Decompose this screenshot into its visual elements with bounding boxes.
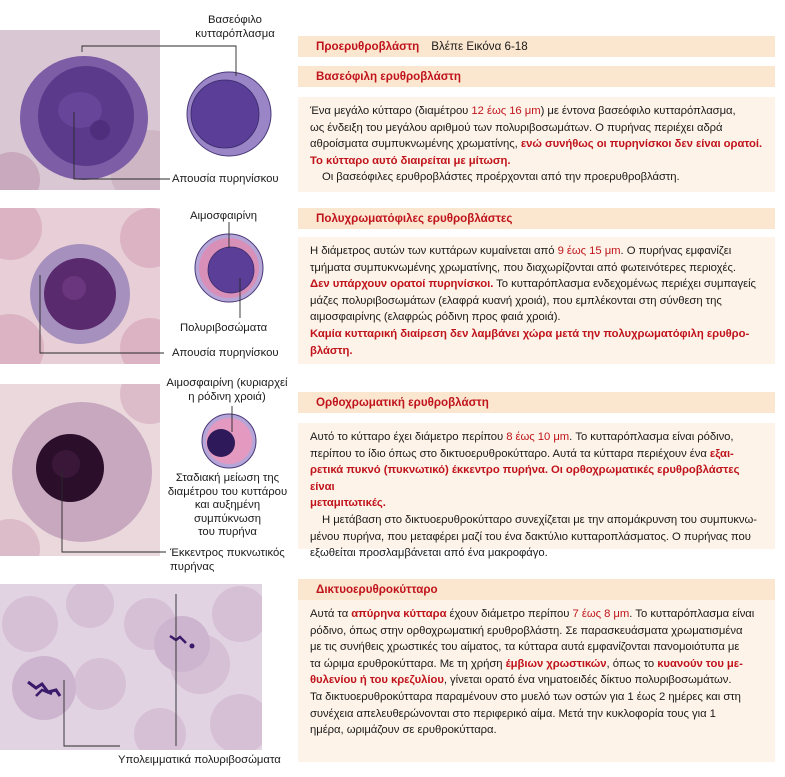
- orthochromatic-title: Ορθοχρωματική ερυθροβλάστη: [316, 396, 489, 409]
- basophilic-header: [298, 66, 775, 87]
- orthochromatic-erythroblast-diagram: [200, 412, 258, 470]
- label-hemoglobin-pink: Αιμοσφαιρίνη (κυριαρχεί η ρόδινη χροιά): [166, 377, 288, 403]
- label-polyribosomes: Πολυριβοσώματα: [180, 322, 268, 334]
- label-basophilic-cytoplasm: Βασεόφιλο κυτταρόπλασμα: [195, 14, 275, 40]
- reticulocyte-photo: [0, 584, 262, 750]
- polychromatophilic-erythroblast-photo: [0, 208, 160, 364]
- basophilic-title: Βασεόφιλη ερυθροβλάστη: [316, 70, 461, 83]
- orthochromatic-erythroblast-photo: [0, 384, 160, 556]
- polychromatophilic-description: Η διάμετρος αυτών των κυττάρων κυμαίνεται από 9 έως 15 μm. Ο πυρήνας εμφανίζει τμήματα συμπυκνωμένης χρωματίνης, που διαχωρίζονται από φωτεινότερες περιοχές. Δεν υπάρχουν ορατοί πυρηνίσκοι. Το κυτταρόπλασμα ενδεχομένως περιέχει συμπαγείς μάζες πολυριβοσωμάτων (ελαφρά κυανή χροιά), που εμπλέκονται στη σύνθεση της αιμοσφαιρίνης (ελαφρώς ρόδινη προς φαιά χροιά). Καμία κυτταρική διαίρεση δεν λαμβάνει χώρα μετά την πολυχρωματόφιλη ερυθρο- βλάστη.: [298, 237, 775, 364]
- orthochromatic-description: Αυτό το κύτταρο έχει διάμετρο περίπου 8 έως 10 μm. Το κυτταρόπλασμα είναι ρόδινο, περίπου το ίδιο όπως στο δικτυοερυθροκύτταρο. Αυτά τα κύτταρα περιέχουν ένα εξαι- ρετικά πυκνό (πυκνωτικό) έκκεντρο πυρήνα. Οι ορθοχρωματικές ερυθροβλάστες είναι μεταμιτωτικές. Η μετάβαση στο δικτυοερυθροκύτταρο συνεχίζεται με την απομάκρυνση του συμπυκνω- μένου πυρήνα, που μεταφέρει μαζί του ένα δακτύλιο κυτταροπλάσματος. Ο πυρήνας που εξωθείται προσλαμβάνεται από ένα μακροφάγο.: [298, 423, 775, 549]
- proerythroblast-title: Προερυθροβλάστη: [316, 40, 420, 53]
- label-hemoglobin: Αιμοσφαιρίνη: [190, 210, 258, 222]
- reticulocyte-header: [298, 579, 775, 600]
- orthochromatic-header: [298, 392, 775, 413]
- label-no-nucleolus-2: Απουσία πυρηνίσκου: [172, 347, 279, 359]
- polychromatophilic-title: Πολυχρωματόφιλες ερυθροβλάστες: [316, 212, 513, 225]
- basophilic-erythroblast-diagram: [185, 70, 273, 158]
- reticulocyte-description: Αυτά τα απύρηνα κύτταρα έχουν διάμετρο περίπου 7 έως 8 μm. Το κυτταρόπλασμα είναι ρόδινο, όπως στην ορθοχρωματική ερυθροβλάστη. Σε παρασκευάσματα χρωματισμένα με τις συνήθεις χρωστικές του αίματος, τα κύτταρα αυτά εμφανίζονται πανομοιότυπα με τα ώριμα ερυθροκύτταρα. Με τη χρήση έμβιων χρωστικών, όπως το κυανούν του με- θυλενίου ή του κρεζυλίου, γίνεται ορατό ένα νηματοειδές δίκτυο πολυριβοσωμάτων. Τα δικτυοερυθροκύτταρα παραμένουν στο μυελό των οστών για 1 έως 2 ημέρες και στη συνέχεια απελευθερώνονται στο περιφερικό αίμα. Μετά την κυκλοφορία τους για 1 ημέρα, ωριμάζουν σε ερυθροκύτταρα.: [298, 600, 775, 762]
- label-no-nucleolus-1: Απουσία πυρηνίσκου: [172, 173, 279, 185]
- reticulocyte-title: Δικτυοερυθροκύτταρο: [316, 583, 438, 596]
- proerythroblast-header: [298, 36, 775, 57]
- polychromatophilic-erythroblast-diagram: [193, 232, 265, 304]
- polychromatophilic-header: [298, 208, 775, 229]
- basophilic-erythroblast-photo: [0, 30, 160, 190]
- label-residual-polyribosomes: Υπολειμματικά πολυριβοσώματα: [118, 754, 281, 766]
- label-eccentric-nucleus: Έκκεντρος πυκνωτικός πυρήνας: [170, 547, 285, 573]
- basophilic-description: Ένα μεγάλο κύτταρο (διαμέτρου 12 έως 16 μm) με έντονα βασεόφιλο κυτταρόπλασμα, ως ένδειξη του μεγάλου αριθμού των πολυριβοσωμάτων. Ο πυρήνας περιέχει αδρά αθροίσματα συμπυκνωμένης χρωματίνης, ενώ συνήθως οι πυρηνίσκοι δεν είναι ορατοί. Το κύτταρο αυτό διαιρείται με μίτωση. Οι βασεόφιλες ερυθροβλάστες προέρχονται από την προερυθροβλάστη.: [298, 97, 775, 192]
- proerythroblast-note: Βλέπε Εικόνα 6-18: [431, 40, 528, 53]
- label-gradual-reduction: Σταδιακή μείωση της διαμέτρου του κυττάρου και αυξημένη συμπύκνωση του πυρήνα: [167, 472, 288, 538]
